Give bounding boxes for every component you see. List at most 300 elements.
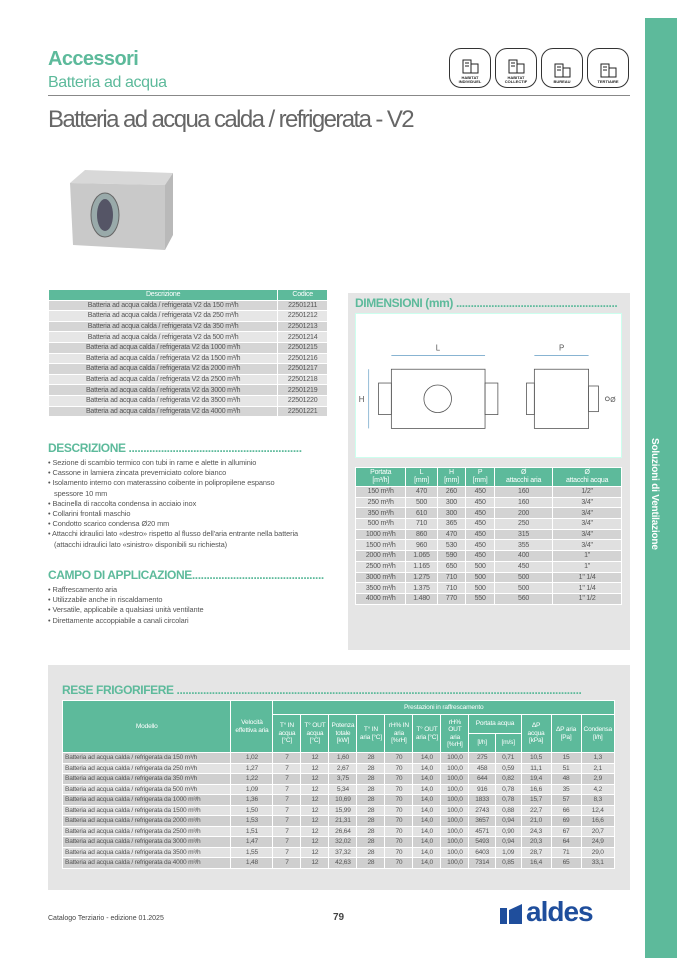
table-cell: 12 [301,805,329,816]
table-row [49,332,328,343]
list-item: (attacchi idraulici lato «sinistro» disponibili su richiesta) [54,539,227,549]
category-title: Accessori [48,48,139,70]
section-title-rese: RESE FRIGORIFERE .......................................................................................................................................... [62,683,582,697]
table-row [49,374,328,385]
table-cell: 960 [406,540,437,551]
table-cell: 16,4 [521,858,551,869]
side-label: Soluzioni di Ventilazione [649,438,660,550]
table-cell: 530 [437,540,466,551]
column-header: Portata [m³/h] [356,468,406,487]
table-cell: 2,9 [581,774,614,785]
table-cell: 0,94 [495,816,521,827]
table-cell: 28 [357,774,385,785]
table-cell: 100,0 [441,847,469,858]
column-header: ΔP aria [Pa] [551,715,581,753]
table-cell: 1" [553,561,622,572]
table-cell: 28 [357,805,385,816]
table-cell: 28 [357,826,385,837]
column-header: rH% OUT aria [%rH] [441,715,469,753]
table-cell: 51 [551,763,581,774]
table-row [356,551,622,562]
icon-label: HABITAT INDIVIDUEL [458,75,482,84]
table-row [63,795,615,806]
table-cell: 21,31 [329,816,357,827]
table-cell: Batteria ad acqua calda / refrigerata V2 da 350 m³/h [49,321,278,332]
list-item: • Sezione di scambio termico con tubi in rame e alette in alluminio [48,458,338,468]
table-cell: 710 [437,572,466,583]
table-row [63,847,615,858]
table-cell: 42,63 [329,858,357,869]
table-cell: 14,0 [413,837,441,848]
list-item: • Bacinella di raccolta condensa in acciaio inox [48,499,338,509]
table-cell: Batteria ad acqua calda / refrigerata da 500 m³/h [63,784,231,795]
table-cell: 12 [301,858,329,869]
table-cell: 7 [273,795,301,806]
table-cell: 610 [406,508,437,519]
table-row [49,395,328,406]
table-cell: 1" 1/4 [553,572,622,583]
column-header: Ø attacchi acqua [553,468,622,487]
table-cell: 590 [437,551,466,562]
table-cell: 4571 [469,826,495,837]
table-cell: 29,0 [581,847,614,858]
table-cell: 860 [406,529,437,540]
table-row [356,497,622,508]
table-row [49,406,328,417]
table-cell: 500 m³/h [356,519,406,530]
table-cell: 70 [385,784,413,795]
section-title-dimensioni: DIMENSIONI (mm) ....................................................... [355,296,618,310]
table-cell: 5493 [469,837,495,848]
table-row [63,837,615,848]
list-item: • Cassone in lamiera zincata preverniciato colore bianco [48,468,338,478]
column-header: Condensa [l/h] [581,715,614,753]
table-row [356,487,622,498]
table-cell: 0,88 [495,805,521,816]
table-cell: 28 [357,795,385,806]
table-cell: 1,53 [231,816,273,827]
table-row [49,385,328,396]
table-cell: 450 [466,519,495,530]
table-cell: 22501211 [278,300,328,311]
table-cell: 14,0 [413,805,441,816]
table-cell: 70 [385,795,413,806]
table-cell: 3/4" [553,540,622,551]
table-cell: 160 [494,487,552,498]
table-cell: 458 [469,763,495,774]
table-row [49,364,328,375]
table-cell: 3,75 [329,774,357,785]
table-cell: Batteria ad acqua calda / refrigerata da 2000 m³/h [63,816,231,827]
column-header: P [mm] [466,468,495,487]
icon-label: BUREAU [553,79,571,84]
table-cell: 70 [385,858,413,869]
table-cell: 7314 [469,858,495,869]
subcategory-title: Batteria ad acqua [48,74,167,91]
table-row [356,583,622,594]
column-header: [l/h] [469,734,495,753]
table-cell: 10,69 [329,795,357,806]
table-cell: 470 [437,529,466,540]
table-cell: 21,0 [521,816,551,827]
table-cell: 300 [437,497,466,508]
table-cell: 500 [494,583,552,594]
table-header [49,290,328,301]
table-row [49,321,328,332]
table-row [49,353,328,364]
table-cell: 3000 m³/h [356,572,406,583]
table-cell: 1,27 [231,763,273,774]
table-cell: 500 [466,572,495,583]
table-cell: 450 [466,487,495,498]
table-cell: 37,32 [329,847,357,858]
table-cell: 24,9 [581,837,614,848]
table-cell: 15,99 [329,805,357,816]
habitat-collectif-icon [495,48,537,88]
table-cell: 450 [466,497,495,508]
product-image [65,165,175,255]
table-cell: 770 [437,593,466,604]
table-cell: 12 [301,753,329,764]
table-cell: 65 [551,858,581,869]
table-cell: 22501212 [278,311,328,322]
table-cell: 650 [437,561,466,572]
table-cell: 33,1 [581,858,614,869]
table-cell: Batteria ad acqua calda / refrigerata V2 da 250 m³/h [49,311,278,322]
table-cell: 1/2" [553,487,622,498]
table-cell: 5,34 [329,784,357,795]
table-cell: Batteria ad acqua calda / refrigerata da 3000 m³/h [63,837,231,848]
list-item: • Versatile, applicabile a qualsiasi unità ventilante [48,605,338,615]
table-cell: 100,0 [441,774,469,785]
table-cell: 1,22 [231,774,273,785]
table-cell: 28,7 [521,847,551,858]
table-cell: 470 [406,487,437,498]
label-P: P [559,343,565,353]
table-cell: 1.375 [406,583,437,594]
table-cell: 500 [466,583,495,594]
column-header: T° OUT acqua [°C] [301,715,329,753]
table-cell: 12 [301,763,329,774]
bureau-icon [541,48,583,88]
table-cell: 1,3 [581,753,614,764]
table-cell: 12 [301,847,329,858]
table-cell: 70 [385,774,413,785]
column-header-modello: Modello [63,701,231,753]
table-row [49,342,328,353]
tertiaire-icon [587,48,629,88]
table-cell: 1,48 [231,858,273,869]
table-cell: 7 [273,826,301,837]
table-cell: Batteria ad acqua calda / refrigerata da 2500 m³/h [63,826,231,837]
table-cell: 7 [273,753,301,764]
table-cell: 28 [357,847,385,858]
table-cell: 2,1 [581,763,614,774]
table-cell: 450 [466,529,495,540]
column-header-portata: Portata acqua [469,715,521,734]
icon-label: HABITAT COLLECTIF [504,75,528,84]
table-cell: Batteria ad acqua calda / refrigerata V2 da 500 m³/h [49,332,278,343]
table-cell: 67 [551,826,581,837]
table-cell: 24,3 [521,826,551,837]
table-cell: 250 m³/h [356,497,406,508]
table-cell: 100,0 [441,805,469,816]
table-cell: 69 [551,816,581,827]
divider [48,95,630,96]
page-number: 79 [333,912,345,923]
table-row [356,593,622,604]
column-header-velocita: Velocità effettiva aria [231,701,273,753]
table-cell: 100,0 [441,816,469,827]
table-cell: 200 [494,508,552,519]
table-cell: 12 [301,795,329,806]
list-item: • Utilizzabile anche in riscaldamento [48,595,338,605]
table-cell: Batteria ad acqua calda / refrigerata V2 da 1000 m³/h [49,342,278,353]
footer-catalog: Catalogo Terziario - edizione 01.2025 [48,915,164,922]
table-row [356,540,622,551]
table-cell: 0,94 [495,837,521,848]
table-cell: 3657 [469,816,495,827]
table-cell: 1.165 [406,561,437,572]
section-title-descrizione: DESCRIZIONE ........................................................... [48,441,302,455]
label-L: L [435,343,441,353]
table-cell: 48 [551,774,581,785]
column-header: T° IN acqua [°C] [273,715,301,753]
table-cell: 3/4" [553,508,622,519]
descrizione-list [48,458,338,550]
table-cell: 1.480 [406,593,437,604]
table-cell: 28 [357,816,385,827]
table-cell: 70 [385,847,413,858]
table-cell: 19,4 [521,774,551,785]
list-item: • Collarini frontali maschio [48,509,338,519]
table-cell: 1,47 [231,837,273,848]
application-icons [449,48,629,88]
table-cell: 28 [357,837,385,848]
table-cell: 450 [466,508,495,519]
table-cell: 0,71 [495,753,521,764]
table-cell: 7 [273,774,301,785]
table-cell: 450 [466,551,495,562]
table-cell: 15,7 [521,795,551,806]
table-cell: 70 [385,753,413,764]
page-title: Batteria ad acqua calda / refrigerata - V2 [48,106,414,133]
table-cell: 12 [301,784,329,795]
icon-label: TERTIAIRE [597,79,619,84]
list-item: • Condotto scarico condensa Ø20 mm [48,519,338,529]
table-cell: 355 [494,540,552,551]
column-header: Ø attacchi aria [494,468,552,487]
table-cell: 1" [553,551,622,562]
column-header: [m/s] [495,734,521,753]
table-cell: 0,85 [495,858,521,869]
table-cell: 7 [273,784,301,795]
table-cell: Batteria ad acqua calda / refrigerata V2 da 2500 m³/h [49,374,278,385]
table-row [356,529,622,540]
table-row [49,311,328,322]
table-cell: 12 [301,774,329,785]
table-cell: 14,0 [413,753,441,764]
table-cell: 66 [551,805,581,816]
table-cell: 275 [469,753,495,764]
table-cell: 1,51 [231,826,273,837]
table-cell: 350 m³/h [356,508,406,519]
column-header: Potenza totale [kW] [329,715,357,753]
table-cell: 1500 m³/h [356,540,406,551]
table-row [356,561,622,572]
table-cell: 1,50 [231,805,273,816]
table-cell: 1,09 [495,847,521,858]
table-cell: 560 [494,593,552,604]
table-cell: Batteria ad acqua calda / refrigerata V2 da 4000 m³/h [49,406,278,417]
table-cell: 20,7 [581,826,614,837]
habitat-individuel-icon [449,48,491,88]
column-header: T° OUT aria [°C] [413,715,441,753]
dimensions-table [355,467,622,605]
list-item: • Direttamente accoppiabile a canali circolari [48,616,338,626]
table-cell: 300 [437,508,466,519]
table-cell: 70 [385,763,413,774]
table-cell: 644 [469,774,495,785]
table-cell: 3/4" [553,497,622,508]
table-cell: 28 [357,858,385,869]
table-cell: 260 [437,487,466,498]
table-cell: 365 [437,519,466,530]
table-cell: 28 [357,753,385,764]
table-row [63,763,615,774]
table-cell: 22501216 [278,353,328,364]
table-cell: 100,0 [441,858,469,869]
table-cell: Batteria ad acqua calda / refrigerata da 250 m³/h [63,763,231,774]
table-cell: 7 [273,816,301,827]
table-cell: 15 [551,753,581,764]
table-cell: 0,82 [495,774,521,785]
table-cell: 14,0 [413,774,441,785]
table-cell: 14,0 [413,858,441,869]
table-cell: 12 [301,837,329,848]
table-cell: 3/4" [553,529,622,540]
table-cell: 14,0 [413,795,441,806]
table-cell: 26,64 [329,826,357,837]
table-cell: 0,78 [495,784,521,795]
table-cell: 28 [357,763,385,774]
table-cell: 2500 m³/h [356,561,406,572]
rese-frigorifere-table [62,700,615,869]
table-cell: 28 [357,784,385,795]
table-cell: 100,0 [441,826,469,837]
table-cell: 2743 [469,805,495,816]
table-cell: 1833 [469,795,495,806]
column-header: ΔP acqua [kPa] [521,715,551,753]
table-cell: 14,0 [413,763,441,774]
table-cell: 916 [469,784,495,795]
table-cell: 35 [551,784,581,795]
table-cell: 100,0 [441,753,469,764]
table-cell: 100,0 [441,784,469,795]
table-cell: 100,0 [441,795,469,806]
table-cell: 4000 m³/h [356,593,406,604]
table-cell: 0,78 [495,795,521,806]
table-cell: 1" 1/4 [553,583,622,594]
table-cell: Batteria ad acqua calda / refrigerata da 1500 m³/h [63,805,231,816]
table-cell: 100,0 [441,763,469,774]
table-row [63,816,615,827]
table-row [63,858,615,869]
table-cell: 400 [494,551,552,562]
table-cell: 6403 [469,847,495,858]
table-row [63,774,615,785]
table-cell: 20,3 [521,837,551,848]
table-cell: Batteria ad acqua calda / refrigerata V2 da 3000 m³/h [49,385,278,396]
table-cell: 4,2 [581,784,614,795]
table-cell: 70 [385,837,413,848]
label-diam: Ø [610,396,616,404]
table-cell: 57 [551,795,581,806]
table-cell: 1,09 [231,784,273,795]
table-cell: Batteria ad acqua calda / refrigerata da 350 m³/h [63,774,231,785]
column-header: T° IN aria [°C] [357,715,385,753]
table-cell: 1" 1/2 [553,593,622,604]
table-cell: 450 [466,540,495,551]
table-cell: 12 [301,826,329,837]
table-cell: 22501214 [278,332,328,343]
column-header: Descrizione [49,290,278,301]
table-cell: 1,36 [231,795,273,806]
table-cell: 70 [385,816,413,827]
table-cell: 3500 m³/h [356,583,406,594]
table-row [63,805,615,816]
column-header: rH% IN aria [%rH] [385,715,413,753]
list-item: • Attacchi idraulici lato «destro» rispetto al flusso dell'aria entrante nella batteria [48,529,338,539]
table-row [63,753,615,764]
table-cell: 7 [273,837,301,848]
table-cell: 16,6 [581,816,614,827]
table-cell: 71 [551,847,581,858]
table-cell: 14,0 [413,847,441,858]
campo-list [48,585,338,626]
table-cell: 22501221 [278,406,328,417]
table-row [63,826,615,837]
table-cell: 64 [551,837,581,848]
table-cell: 14,0 [413,816,441,827]
table-cell: Batteria ad acqua calda / refrigerata V2 da 3500 m³/h [49,395,278,406]
table-cell: 11,1 [521,763,551,774]
section-title-campo: CAMPO DI APPLICAZIONE............................................. [48,568,324,582]
table-cell: Batteria ad acqua calda / refrigerata V2 da 2000 m³/h [49,364,278,375]
table-cell: 450 [494,561,552,572]
table-cell: 8,3 [581,795,614,806]
table-cell: 10,5 [521,753,551,764]
table-header [356,468,622,487]
table-cell: 14,0 [413,784,441,795]
table-cell: 7 [273,847,301,858]
table-cell: 100,0 [441,837,469,848]
table-cell: 7 [273,858,301,869]
table-cell: 7 [273,805,301,816]
table-cell: 12,4 [581,805,614,816]
brand-name: aldes [526,896,593,927]
table-cell: 1000 m³/h [356,529,406,540]
table-cell: 550 [466,593,495,604]
list-item: • Isolamento interno con materassino coibente in polipropilene espanso [48,478,338,488]
table-row [63,784,615,795]
table-cell: 22501220 [278,395,328,406]
table-cell: 0,59 [495,763,521,774]
list-item: • Raffrescamento aria [48,585,338,595]
table-row [356,519,622,530]
dimensions-drawing [355,313,622,458]
table-cell: 160 [494,497,552,508]
